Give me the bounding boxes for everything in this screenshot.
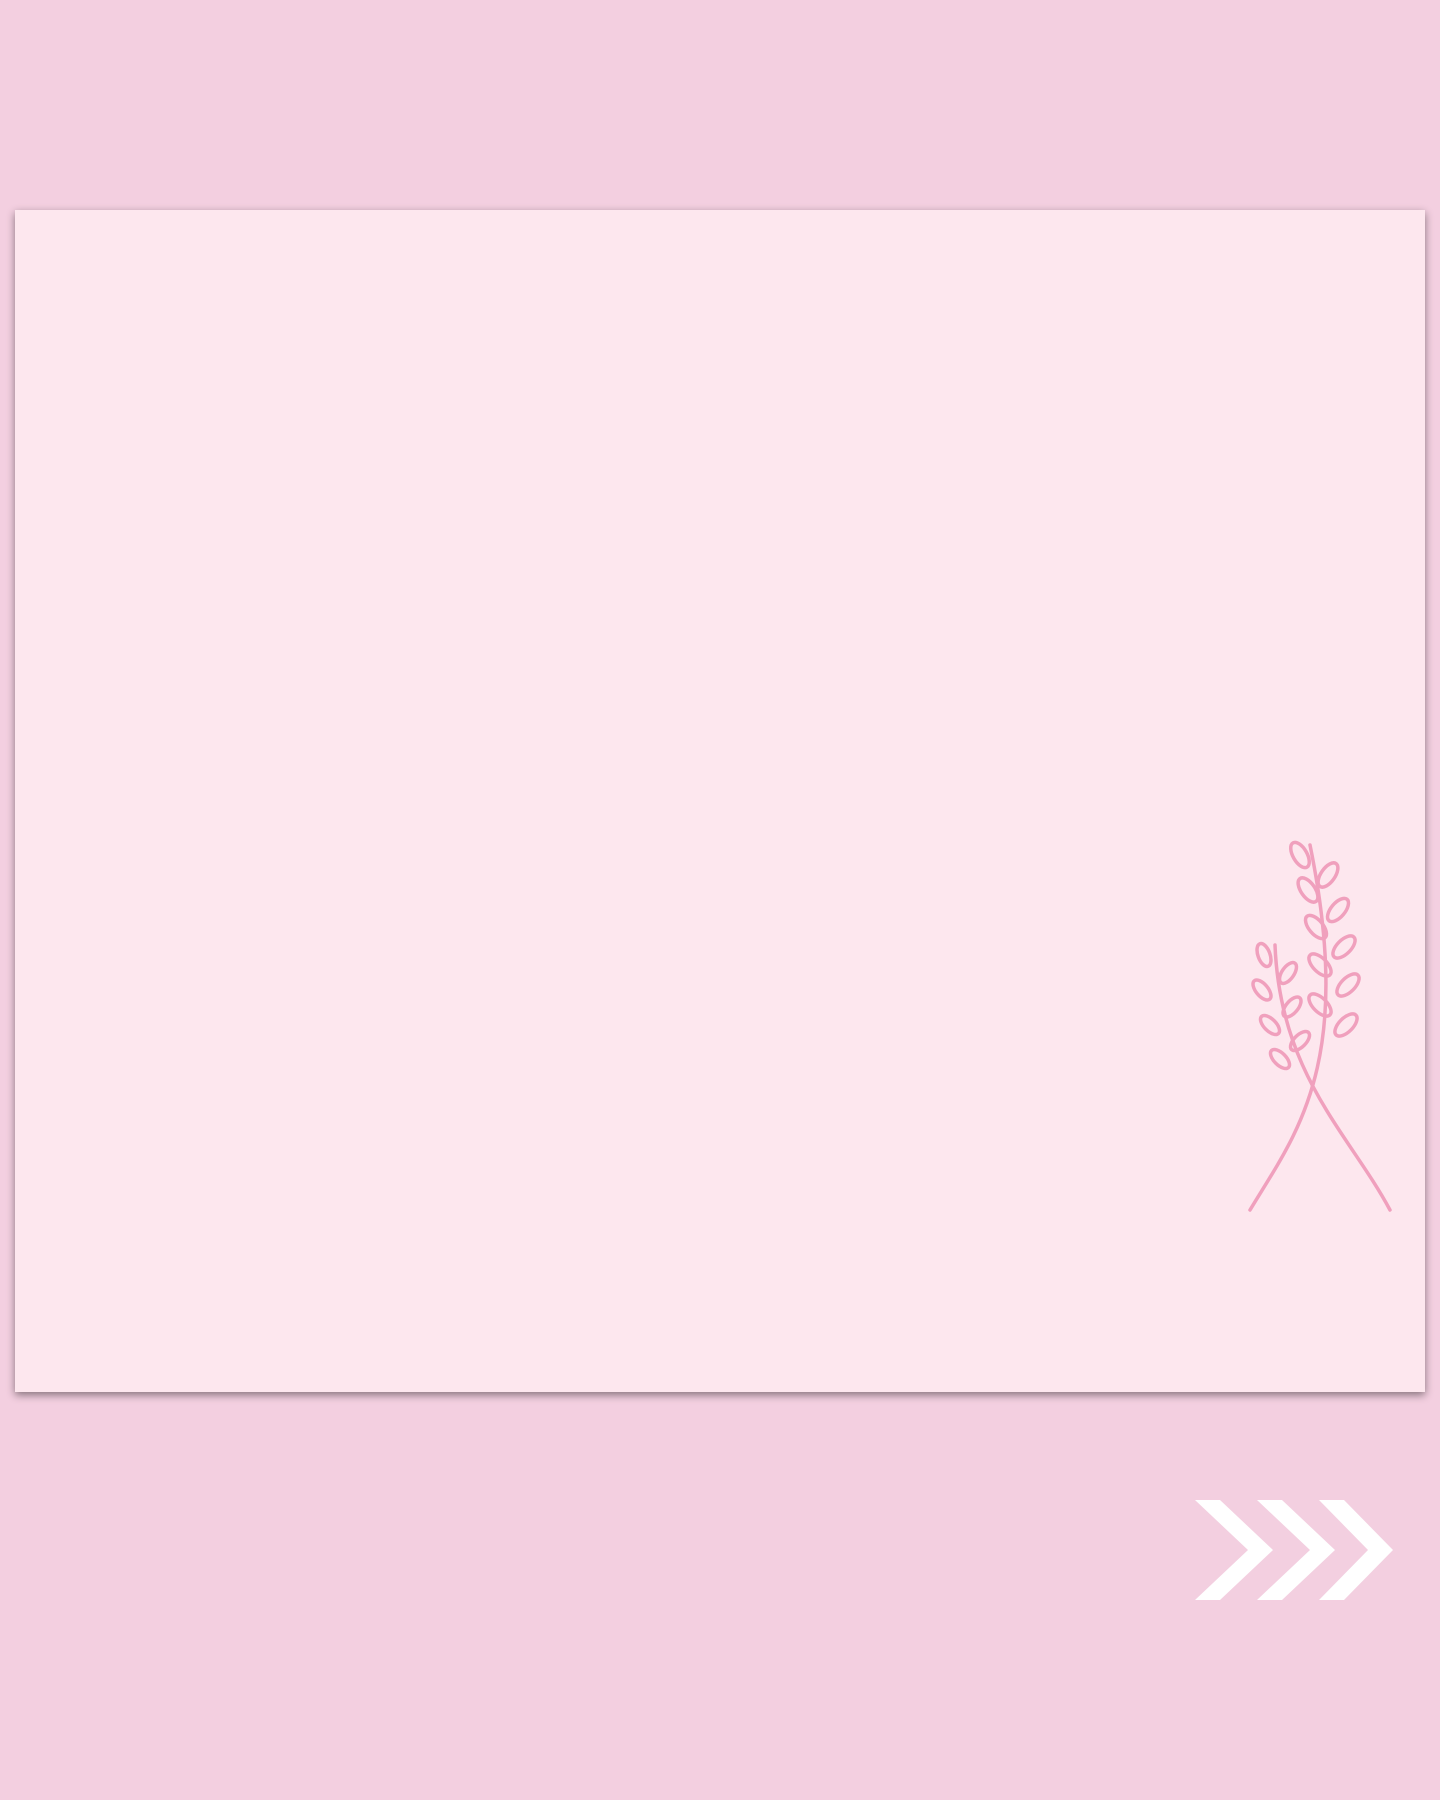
lavender-sprig-icon [1240, 835, 1400, 1215]
pattern-card [15, 210, 1425, 1392]
triple-chevron-right-icon [1195, 1495, 1395, 1605]
